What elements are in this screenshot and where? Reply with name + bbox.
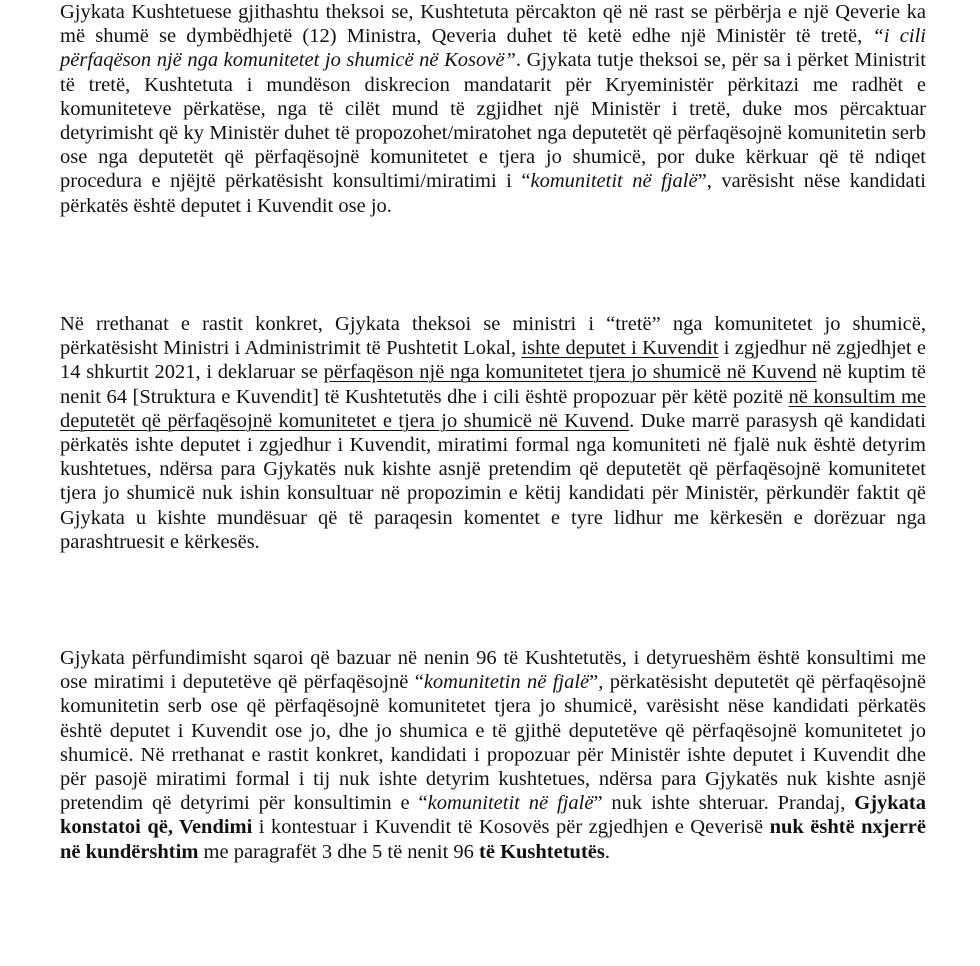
paragraph-2-text-3: në kuptim të nenit 64 [Struktura e Kuvendit] të Kushtetutës dhe i cili është propozuar për këtë pozitë — [60, 361, 927, 408]
paragraph-2-underlined-1: ishte deputet i Kuvendit — [521, 337, 719, 360]
paragraph-3-bold-1: Gjykata konstatoi që, Vendimi — [60, 792, 926, 839]
paragraph-1-italic-term: komunitetit në fjalë — [530, 170, 698, 193]
paragraph-1-text-2: . Gjykata tutje theksoi se, për sa i përket Ministrit të tretë, Kushtetuta i mundëson diskrecion mandatarit për Kryeministër përkitazi me radhët e komuniteteve përkatëse, nga të cilët mund të zgjidhet një Ministër i tretë, duke mos përcaktuar detyrimisht që ky Ministër duhet të propozohet/miratohet nga deputetët që përfaqësojnë komunitetin serb ose nga deputetët që përfaqësojnë komunitetet e tjera jo shumicë, por duke kërkuar që të ndiqet procedura e njëjtë përkatësisht konsultimi/miratimi i “ — [60, 49, 927, 193]
paragraph-3-text-6: . — [604, 840, 610, 863]
paragraph-1 — [60, 0, 926, 218]
paragraph-1-text-1: Gjykata Kushtetuese gjithashtu theksoi se, Kushtetuta përcakton që në rast se përbërja e një Qeverie ka më shumë se dymbëdhjetë (12) Ministra, Qeveria duhet të ketë edhe një Ministër të tretë, — [60, 1, 926, 48]
paragraph-1-italic-quote: “i cili përfaqëson një nga komunitetet jo shumicë në Kosovë” — [60, 25, 926, 72]
paragraph-3-italic-term-2: komunitetit në fjalë — [427, 792, 594, 815]
paragraph-2-text-1: Në rrethanat e rastit konkret, Gjykata theksoi se ministri i “tretë” nga komunitetet jo shumicë, përkatësisht Ministri i Administrimit të Pushtetit Lokal, — [60, 313, 926, 360]
paragraph-2 — [60, 312, 926, 554]
paragraph-1-text-3: ”, varësisht nëse kandidati përkatës është deputet i Kuvendit ose jo. — [60, 170, 927, 217]
paragraph-3-text-4: i kontestuar i Kuvendit të Kosovës për zgjedhjen e Qeverisë — [252, 816, 770, 839]
paragraph-3-bold-3: të Kushtetutës — [479, 840, 605, 863]
paragraph-3-italic-term-1: komunitetin në fjalë — [423, 671, 590, 694]
paragraph-3-text-1: Gjykata përfundimisht sqaroi që bazuar në nenin 96 të Kushtetutës, i detyrueshëm është konsultimi me ose miratimi i deputetëve që përfaqësojnë “ — [60, 647, 926, 694]
paragraph-3-text-3: ” nuk ishte shteruar. Prandaj, — [593, 792, 855, 815]
paragraph-2-text-4: . Duke marrë parasysh që kandidati përkatës ishte deputet i zgjedhur i Kuvendit, miratimi formal nga komuniteti në fjalë nuk është detyrim kushtetues, ndërsa para Gjykatës nuk kishte asnjë pretendim që deputetët që përfaqësojnë komunitetet tjera jo shumicë nuk ishin konsultuar në propozimin e këtij kandidati për Ministër, përkundër faktit që Gjykata u kishte mundësuar që të paraqesin komentet e tyre lidhur me kërkesën e dorëzuar nga parashtruesit e kërkesës. — [60, 409, 926, 553]
paragraph-2-text-2: i zgjedhur në zgjedhjet e 14 shkurtit 2021, i deklaruar se — [60, 337, 927, 384]
paragraph-3 — [60, 646, 926, 864]
paragraph-3-text-5: me paragrafët 3 dhe 5 të nenit 96 — [198, 840, 480, 863]
paragraph-3-bold-2: nuk është nxjerrë në kundërshtim — [60, 816, 927, 863]
paragraph-3-text-2: ”, përkatësisht deputetët që përfaqësojnë komunitetin serb ose që përfaqësojnë komunitetet tjera jo shumicë, varësisht nëse kandidati përkatës është deputet i Kuvendit ose jo, dhe jo shumica e të gjithë deputetëve që përfaqësojnë komunitetet jo shumicë. Në rrethanat e rastit konkret, kandidati i propozuar për Ministër ishte deputet i Kuvendit dhe për pasojë miratimi formal i tij nuk ishte detyrim kushtetues, ndërsa para Gjykatës nuk kishte asnjë pretendim që detyrimi për konsultimin e “ — [60, 671, 926, 815]
paragraph-2-underlined-2: përfaqëson një nga komunitetet tjera jo shumicë në Kuvend — [323, 361, 817, 384]
paragraph-2-underlined-3: në konsultim me deputetët që përfaqësojnë komunitetet e tjera jo shumicë në Kuvend — [60, 385, 927, 432]
